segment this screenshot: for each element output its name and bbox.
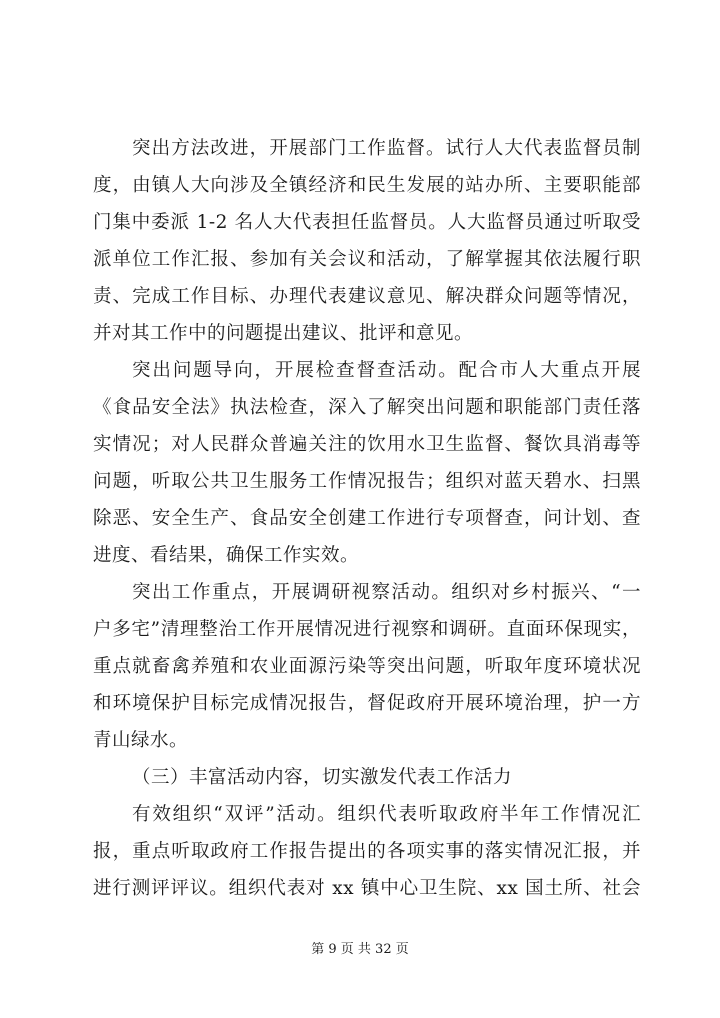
text-line: 问题，听取公共卫生服务工作情况报告；组织对蓝天碧水、扫黑 (93, 471, 641, 492)
page-number-footer: 第 9 页 共 32 页 (311, 942, 409, 957)
text-line: 有效组织“双评”活动。组织代表听取政府半年工作情况汇 (132, 804, 641, 825)
text-line: 并对其工作中的问题提出建议、批评和意见。 (93, 323, 474, 344)
heading-line: （三）丰富活动内容，切实激发代表工作活力 (132, 767, 513, 788)
text-line: 和环境保护目标完成情况报告，督促政府开展环境治理，护一方 (93, 693, 641, 714)
text-line: 责、完成工作目标、办理代表建议意见、解决群众问题等情况， (93, 286, 641, 307)
text-line: 突出工作重点，开展调研视察活动。组织对乡村振兴、“一 (132, 582, 641, 603)
text-line: 《食品安全法》执法检查，深入了解突出问题和职能部门责任落 (93, 397, 641, 418)
text-line: 进行测评评议。组织代表对 xx 镇中心卫生院、xx 国土所、社会 (93, 878, 641, 899)
text-line: 突出问题导向，开展检查督查活动。配合市人大重点开展 (132, 360, 641, 381)
paragraph-evaluation (93, 796, 641, 907)
section-heading (93, 759, 641, 796)
text-line: 报，重点听取政府工作报告提出的各项实事的落实情况汇报，并 (93, 841, 641, 862)
text-line: 除恶、安全生产、食品安全创建工作进行专项督查，问计划、查 (93, 508, 641, 529)
text-line: 度，由镇人大向涉及全镇经济和民生发展的站办所、主要职能部 (93, 175, 641, 196)
text-line: 实情况；对人民群众普遍关注的饮用水卫生监督、餐饮具消毒等 (93, 434, 641, 455)
text-line: 进度、看结果，确保工作实效。 (93, 545, 360, 566)
text-line: 门集中委派 1-2 名人大代表担任监督员。人大监督员通过听取受 (93, 212, 641, 233)
text-line: 重点就畜禽养殖和农业面源污染等突出问题，听取年度环境状况 (93, 656, 641, 677)
document-body (93, 130, 641, 907)
paragraph-research (93, 574, 641, 759)
text-line: 户多宅”清理整治工作开展情况进行视察和调研。直面环保现实， (93, 619, 641, 640)
text-line: 派单位工作汇报、参加有关会议和活动，了解掌握其依法履行职 (93, 249, 641, 270)
paragraph-supervision (93, 130, 641, 352)
text-line: 突出方法改进，开展部门工作监督。试行人大代表监督员制 (132, 138, 641, 159)
text-line: 青山绿水。 (93, 730, 189, 751)
paragraph-inspection (93, 352, 641, 574)
